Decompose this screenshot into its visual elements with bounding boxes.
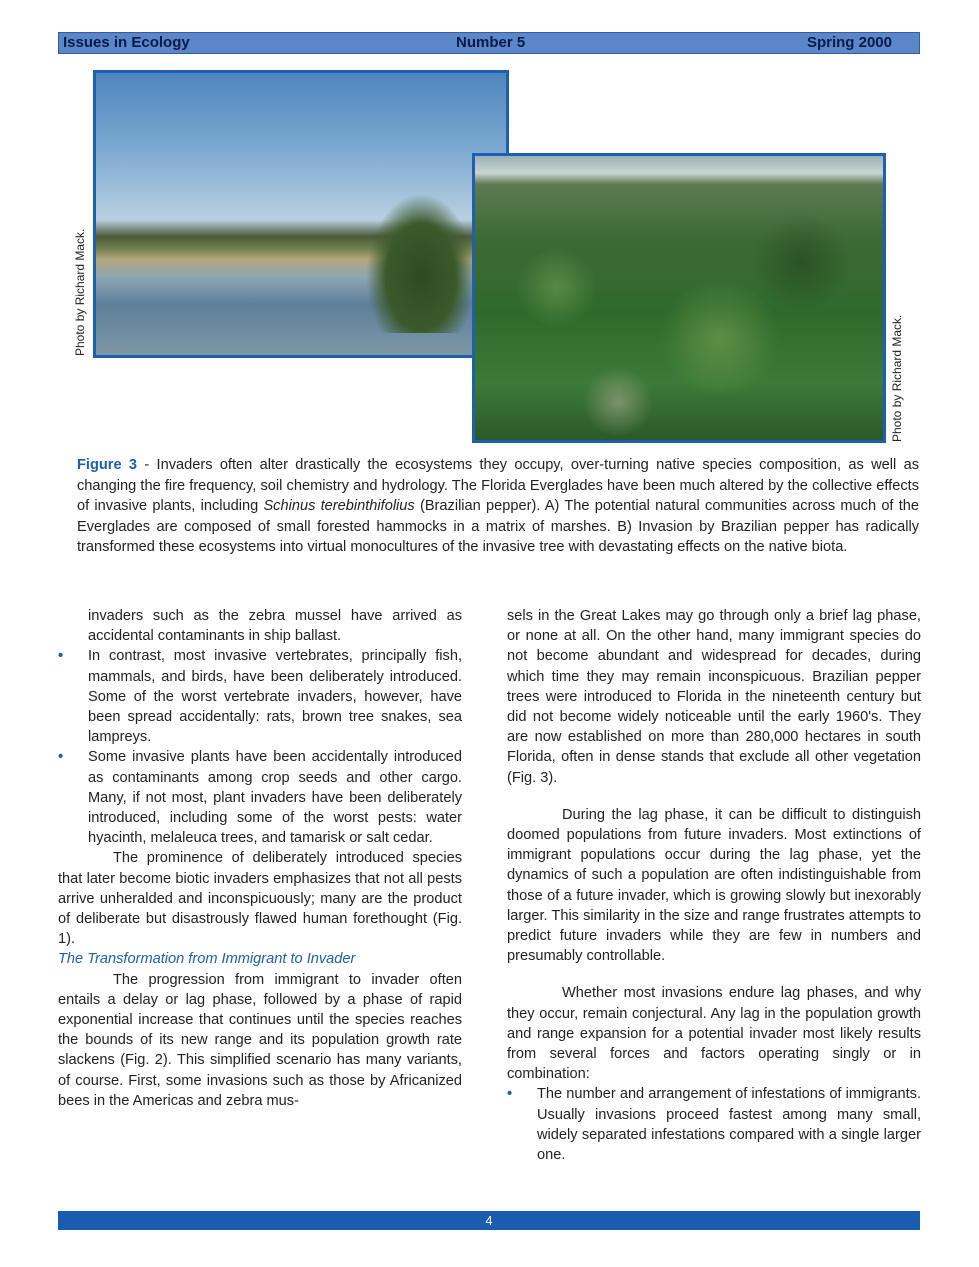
- caption-text-2: (Brazilian pepper). A) The potential natural communities across much of the Everglades are composed of small forested hammocks in a matrix of marshes. B) Invasion by Brazilian pepper has radically transformed these ecosystems into virtual monocultures of the invasive tree with devastating effects on the native biota.: [77, 498, 920, 555]
- continued-text: invaders such as the zebra mussel have arrived as accidental contaminants in ship ballast.: [88, 608, 462, 645]
- right-column: [507, 606, 921, 1165]
- species-name: Schinus terebinthifolius: [263, 498, 415, 514]
- photo-credit-b: Photo by Richard Mack.: [890, 314, 904, 442]
- page-header: [58, 32, 920, 54]
- body-paragraph: The progression from immigrant to invader often entails a delay or lag phase, followed by a phase of rapid exponential increase that continues until the species reaches the bounds of its new range and its population growth rate slackens (Fig. 2). This simplified scenario has many variants, of course. First, some invasions such as those by Africanized bees in the Americas and zebra mus-: [58, 971, 462, 1109]
- caption-text-1: - Invaders often alter drastically the ecosystems they occupy, over-turning native species composition, as well as changing the fire frequency, soil chemistry and hydrology. The Florida Everglades have been much altered by the collective effects of invasive plants, including: [77, 457, 919, 514]
- figure-caption: [77, 455, 919, 558]
- paragraph-spacer: [507, 966, 921, 983]
- body-paragraph: During the lag phase, it can be difficult to distinguish doomed populations from future invaders. Most extinctions of immigrant populations occur during the lag phase, yet the dynamics of such a population are often indistinguishable from those of a future invader, which is growing slowly but inexorably larger. This similarity in the size and range frustrates attempts to predict future invaders while they are few in numbers and presumably controllable.: [507, 806, 921, 965]
- photo-credit-a: Photo by Richard Mack.: [73, 228, 87, 356]
- bullet-dot-icon: •: [58, 749, 64, 766]
- body-paragraph: Whether most invasions endure lag phases, and why they occur, remain conjectural. Any lag in the population growth and range expansion for a potential invader most likely results from several forces and factors operating singly or in combination:: [507, 985, 921, 1083]
- body-paragraph: sels in the Great Lakes may go through only a brief lag phase, or none at all. On the other hand, many immigrant species do not become abundant and widespread for decades, during which time they may remain inconspicuous. Brazilian pepper trees were introduced to Florida in the nineteenth century but did not become widely noticeable until the early 1960's. They are now established on more than 280,000 hectares in south Florida, often in dense stands that exclude all other vegetation (Fig. 3).: [507, 608, 921, 786]
- bullet-dot-icon: •: [507, 1086, 513, 1103]
- bullet-text: Some invasive plants have been accidentally introduced as contaminants among crop seeds and other cargo. Many, if not most, plant invaders have been deliberately introduced, including some of the worst pests: water hyacinth, melaleuca trees, and tamarisk or salt cedar.: [88, 749, 462, 847]
- paragraph-spacer: [507, 788, 921, 805]
- list-item: [58, 747, 462, 848]
- journal-title: Issues in Ecology: [63, 34, 190, 51]
- issue-number: Number 5: [456, 34, 526, 51]
- page-number: 4: [485, 1213, 493, 1228]
- brazilian-pepper-photo: [472, 153, 886, 443]
- figure-label: Figure 3: [77, 457, 138, 473]
- hammock-trees: [366, 193, 476, 333]
- list-item: [507, 1084, 921, 1165]
- pepper-thicket: [475, 186, 883, 440]
- issue-date: Spring 2000: [806, 34, 892, 51]
- bullet-text: In contrast, most invasive vertebrates, principally fish, mammals, and birds, have been deliberately introduced. Some of the worst vertebrate invaders, however, have been spread accidentally: rats, brown tree snakes, sea lampreys.: [88, 648, 462, 746]
- bullet-text: The number and arrangement of infestations of immigrants. Usually invasions proceed fastest among many small, widely separated infestations compared with a single larger one.: [537, 1086, 921, 1164]
- left-column: [58, 606, 462, 1111]
- section-heading: The Transformation from Immigrant to Invader: [58, 951, 356, 968]
- bullet-dot-icon: •: [58, 648, 64, 665]
- list-item: [58, 646, 462, 747]
- everglades-marsh-photo: [93, 70, 509, 358]
- body-paragraph: The prominence of deliberately introduced species that later become biotic invaders emphasizes that not all pests arrive unheralded and inconspicuously; many are the product of deliberate but disastrously flawed human forethought (Fig. 1).: [58, 850, 462, 948]
- page-footer: [58, 1211, 920, 1230]
